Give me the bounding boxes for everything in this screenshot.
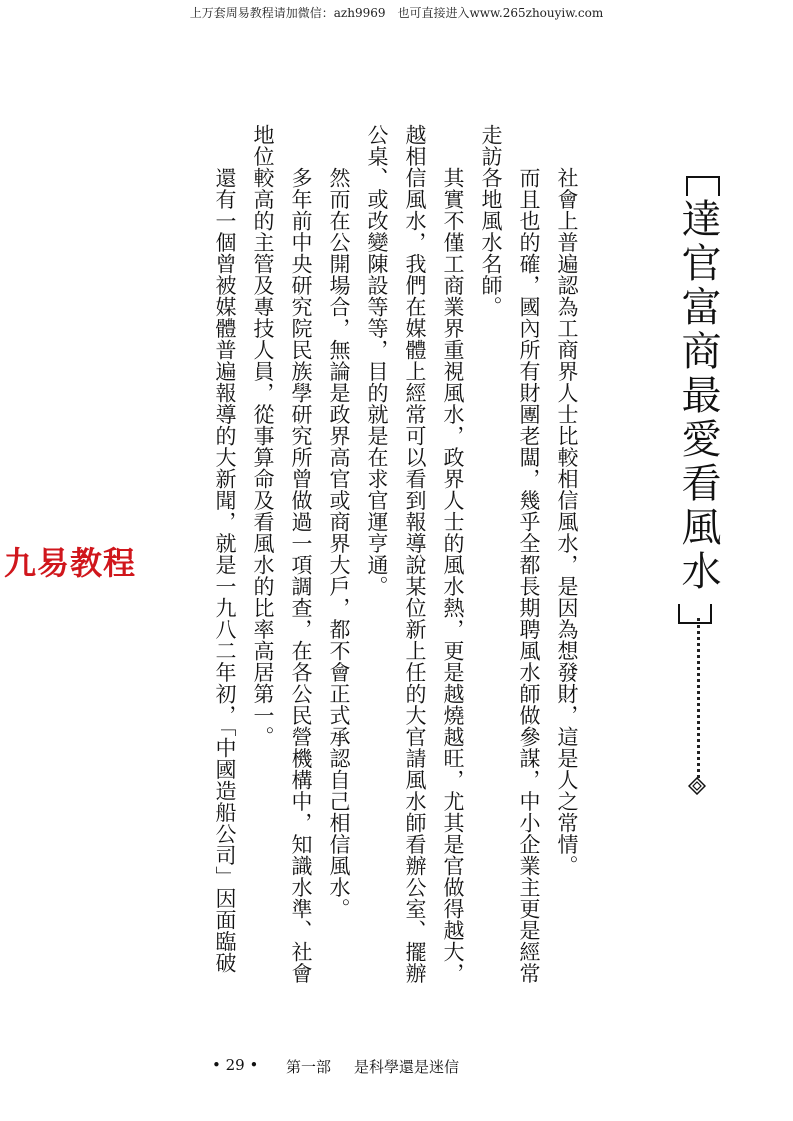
paragraph-line-10: 還有一個曾被媒體普遍報導的大新聞，就是一九八二年初，「中國造船公司」因面臨破 <box>213 167 237 974</box>
footer-part: 第一部 <box>286 1058 332 1076</box>
chapter-title: 達官富商最愛看風水 <box>675 198 721 594</box>
paragraph-line-1: 社會上普遍認為工商界人士比較相信風水，是因為想發財，這是人之常情。 <box>555 167 579 877</box>
paragraph-line-8: 多年前中央研究院民族學研究所曾做過一項調查，在各公民營機構中，知識水準、社會 <box>289 167 313 984</box>
page-number: • 29 • <box>212 1056 259 1074</box>
paragraph-line-6: 公桌、或改變陳設等等，目的就是在求官運亨通。 <box>365 124 389 597</box>
title-dotted-leader <box>697 618 720 778</box>
paragraph-line-2: 而且也的確，國內所有財團老闆，幾乎全都長期聘風水師做參謀，中小企業主更是經常 <box>517 167 541 984</box>
diamond-ornament-icon <box>688 777 706 795</box>
paragraph-line-5: 越相信風水，我們在媒體上經常可以看到報導說某位新上任的大官請風水師看辦公室、擺辦 <box>403 124 427 984</box>
chapter-title-block <box>672 176 724 624</box>
paragraph-line-9: 地位較高的主管及專技人員，從事算命及看風水的比率高居第一。 <box>251 124 275 748</box>
title-bracket-open <box>686 176 720 196</box>
paragraph-line-4: 其實不僅工商業界重視風水，政界人士的風水熱，更是越燒越旺，尤其是官做得越大， <box>441 167 465 984</box>
paragraph-line-3: 走訪各地風水名師。 <box>479 124 503 318</box>
footer-chapter: 是科學還是迷信 <box>354 1058 460 1076</box>
watermark-logo: 九易教程 <box>4 544 137 582</box>
header-banner: 上万套周易教程请加微信：azh9969 也可直接进入www.265zhouyiw.com <box>189 6 604 20</box>
paragraph-line-7: 然而在公開場合，無論是政界高官或商界大戶，都不會正式承認自己相信風水。 <box>327 167 351 920</box>
